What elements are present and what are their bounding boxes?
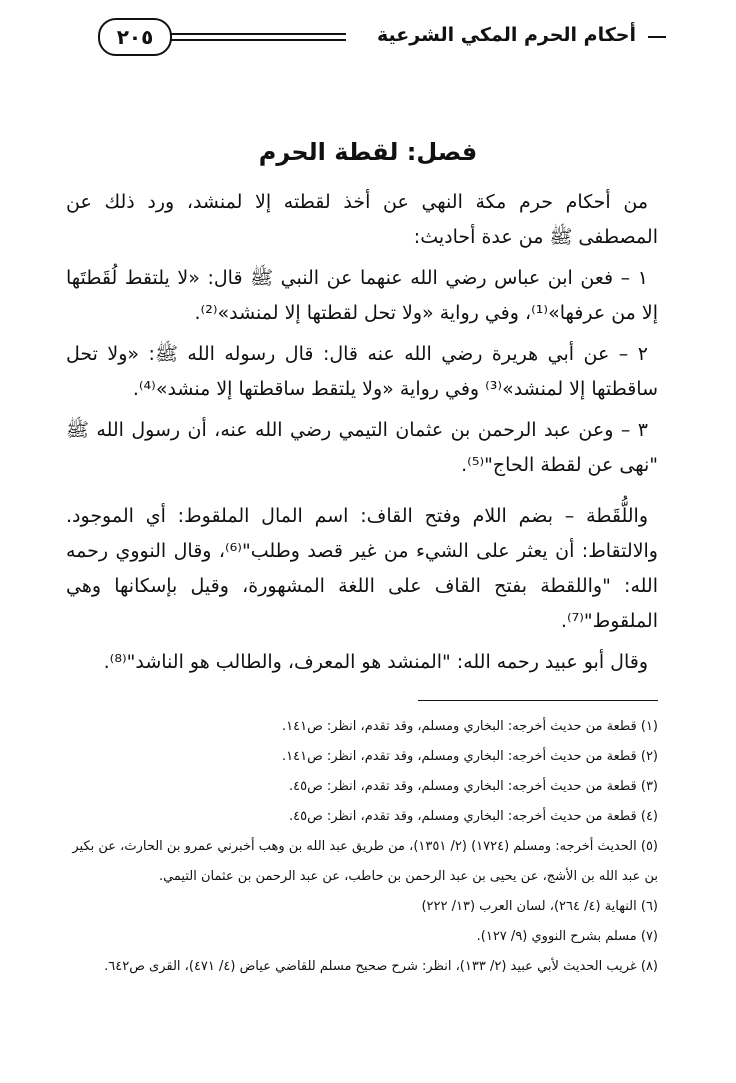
footnote: (٢) قطعة من حديث أخرجه: البخاري ومسلم، وقد تقدم، انظر: ص١٤١.	[281, 749, 658, 764]
paragraph: ٣ – وعن عبد الرحمن بن عثمان التيمي رضي الله عنه، أن رسول الله ﷺ "نهى عن لقطة الحاج"⁽⁵⁾.	[66, 419, 658, 476]
header-rule	[170, 33, 346, 35]
footnotes	[66, 712, 658, 982]
footnote: (٦) النهاية (٤/ ٢٦٤)، لسان العرب (١٣/ ٢٢٢)	[421, 899, 658, 914]
paragraph: من أحكام حرم مكة النهي عن أخذ لقطته إلا لمنشد، ورد ذلك عن المصطفى ﷺ من عدة أحاديث:	[66, 191, 658, 248]
header-title: أحكام الحرم المكي الشرعية	[369, 24, 636, 46]
footnote: (٥) الحديث أخرجه: ومسلم (١٧٢٤) (٢/ ١٣٥١)، من طريق عبد الله بن وهب أخبرني عمرو بن الحارث، عن بكير بن عبد الله بن الأشج، عن يحيى بن عبد الرحمن بن حاطب، عن عبد الرحمن بن عثمان التيمي.	[72, 839, 658, 884]
paragraph: ١ – فعن ابن عباس رضي الله عنهما عن النبي ﷺ قال: «لا يلتقط لُقَطتَها إلا من عرفها»⁽¹⁾، وفي رواية «ولا تحل لقطتها إلا لمنشد»⁽²⁾.	[66, 267, 658, 324]
header-rule	[170, 39, 346, 41]
main-text	[66, 185, 658, 686]
section-label: فصل:	[406, 138, 478, 166]
footnote: (٣) قطعة من حديث أخرجه: البخاري ومسلم، وقد تقدم، انظر: ص٤٥.	[288, 779, 658, 794]
paragraph: ٢ – عن أبي هريرة رضي الله عنه قال: قال رسوله الله ﷺ: «ولا تحل ساقطتها إلا لمنشد»⁽³⁾ وفي رواية «ولا يلتقط ساقطتها إلا منشد»⁽⁴⁾.	[66, 343, 658, 400]
section-title: لقطة الحرم	[258, 138, 399, 166]
paragraph: واللُّقَطة – بضم اللام وفتح القاف: اسم المال الملقوط: أي الموجود. والالتقاط: أن يعثر على الشيء من غير قصد وطلب"⁽⁶⁾، وقال النووي رحمه الله: "واللقطة بفتح القاف على اللغة المشهورة، وقيل بإسكانها وهي الملقوط"⁽⁷⁾.	[66, 505, 658, 632]
paragraph: وقال أبو عبيد رحمه الله: "المنشد هو المعرف، والطالب هو الناشد"⁽⁸⁾.	[103, 651, 648, 673]
page-number: ٢٠٥	[98, 18, 172, 56]
footnote: (٧) مسلم بشرح النووي (٩/ ١٢٧).	[476, 929, 658, 944]
footnote: (٨) غريب الحديث لأبي عبيد (٢/ ١٣٣)، انظر: شرح صحيح مسلم للقاضي عياض (٤/ ٤٧١)، القرى ص٦٤٢.	[104, 959, 658, 974]
section-heading	[0, 138, 736, 166]
footnote: (٤) قطعة من حديث أخرجه: البخاري ومسلم، وقد تقدم، انظر: ص٤٥.	[288, 809, 658, 824]
footnote: (١) قطعة من حديث أخرجه: البخاري ومسلم، وقد تقدم، انظر: ص١٤١.	[281, 719, 658, 734]
footnote-divider	[418, 700, 658, 701]
running-header	[70, 18, 666, 54]
header-dash	[648, 36, 666, 38]
